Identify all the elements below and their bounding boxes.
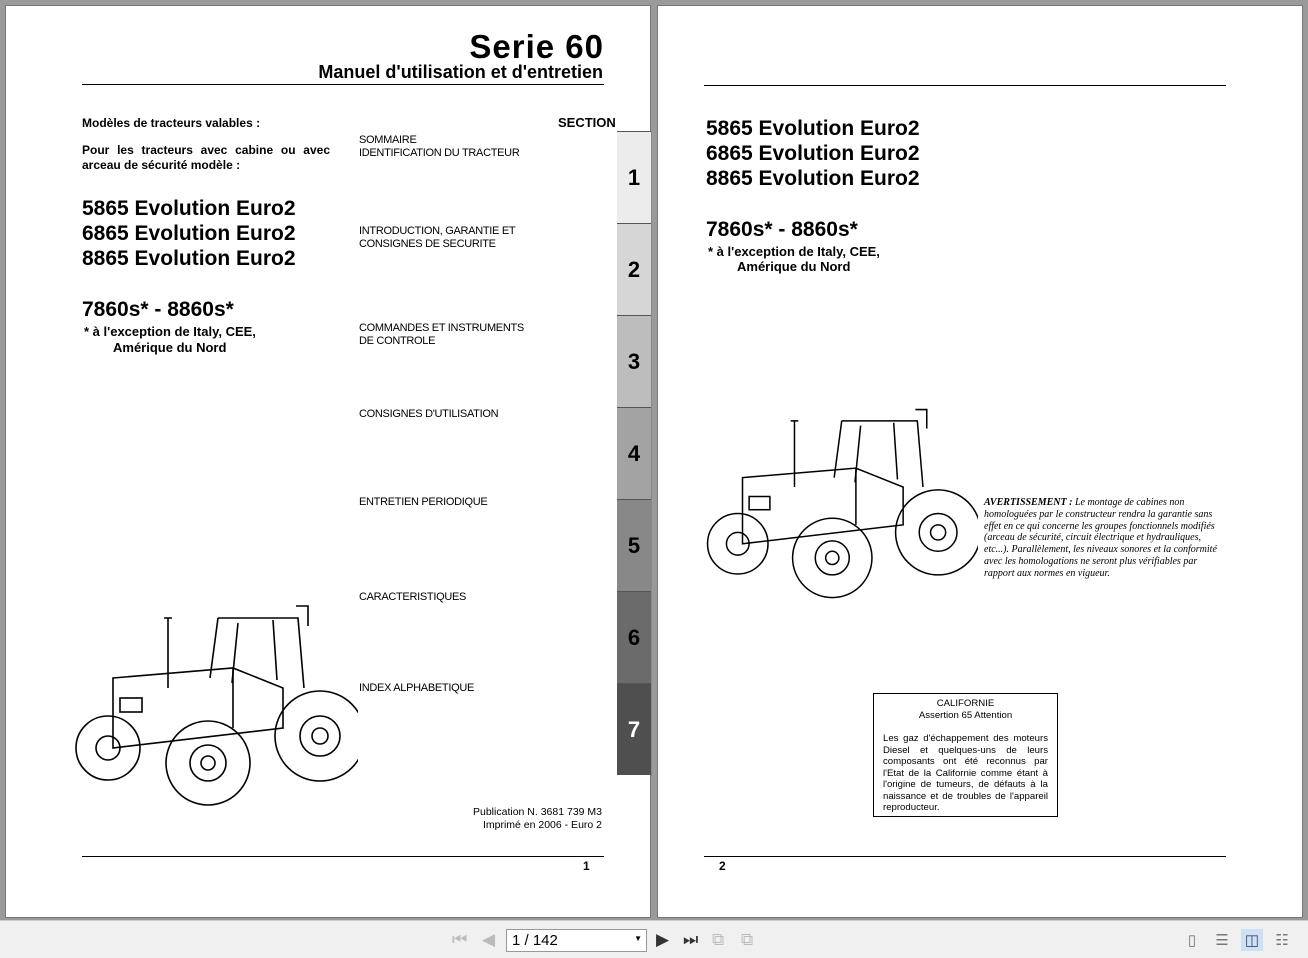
exception-1: * à l'exception de Italy, CEE,: [708, 244, 880, 259]
california-subtitle: Assertion 65 Attention: [918, 709, 1013, 721]
toc-item-2[interactable]: [359, 225, 515, 251]
document-subtitle: Manuel d'utilisation et d'entretien: [318, 62, 603, 82]
cab-label-1: Pour les tracteurs avec cabine ou avec: [82, 143, 330, 157]
pdf-toolbar: [0, 920, 1308, 958]
print-info: Imprimé en 2006 - Euro 2: [482, 819, 602, 831]
page-1: [5, 5, 651, 918]
first-page-button[interactable]: ⏮: [452, 930, 468, 949]
cab-label-2: arceau de sécurité modèle :: [82, 158, 241, 172]
two-page-view-icon[interactable]: ◫: [1241, 929, 1263, 951]
model-list: [82, 196, 296, 271]
warning-notice: [984, 497, 1222, 580]
toc-item-7[interactable]: [359, 682, 474, 695]
toc-label: CONSIGNES D'UTILISATION: [359, 408, 499, 420]
california-text: Les gaz d'échappement des moteurs Diesel et quelques-uns de leurs composants ont été reconnus par l'Etat de la Californie comme étant à l'origine de tumeurs, de défauts à la naissance et de troubles de l'appareil reproducteur.: [883, 733, 1048, 813]
exception-2: Amérique du Nord: [113, 340, 227, 355]
california-notice: [873, 693, 1058, 817]
toc-label: CARACTERISTIQUES: [359, 591, 467, 603]
toc-item-6[interactable]: [359, 591, 466, 604]
toc-label: CONSIGNES DE SECURITE: [359, 238, 496, 250]
exception-2: Amérique du Nord: [737, 259, 851, 274]
page-number: 1: [583, 859, 590, 873]
page-field-value: 1 / 142: [512, 932, 558, 949]
model: 6865 Evolution Euro2: [82, 222, 296, 245]
header-rule: [704, 85, 1226, 86]
publication-info: [473, 806, 602, 832]
california-title: CALIFORNIE: [936, 698, 995, 709]
warning-title: AVERTISSEMENT :: [984, 497, 1073, 508]
document-title: Serie 60: [469, 28, 604, 65]
two-page-continuous-view-icon[interactable]: ☷: [1275, 932, 1289, 949]
section-tab-2[interactable]: 2: [617, 223, 651, 315]
previous-page-button[interactable]: ◀: [482, 930, 496, 949]
toc-label: DE CONTROLE: [359, 335, 436, 347]
single-page-view-icon[interactable]: ▯: [1187, 932, 1197, 949]
model: 8865 Evolution Euro2: [706, 167, 920, 190]
toc-label: ENTRETIEN PERIODIQUE: [359, 496, 488, 508]
toc-label: INDEX ALPHABETIQUE: [359, 682, 475, 694]
section-tab-7[interactable]: 7: [617, 683, 651, 775]
model: 8865 Evolution Euro2: [82, 247, 296, 270]
footer-rule: [704, 856, 1226, 857]
tractor-illustration: [68, 598, 358, 816]
section-tab-3[interactable]: 3: [617, 315, 651, 407]
next-view-icon[interactable]: ⧉: [741, 930, 754, 949]
publication-number: Publication N. 3681 739 M3: [473, 806, 602, 818]
section-label: SECTION: [558, 115, 616, 130]
model-list: [706, 116, 920, 191]
toc-label: INTRODUCTION, GARANTIE ET: [359, 225, 516, 237]
exception-1: * à l'exception de Italy, CEE,: [84, 324, 256, 339]
model: 5865 Evolution Euro2: [82, 197, 296, 220]
toc-item-4[interactable]: [359, 408, 498, 421]
page-number-input[interactable]: [506, 929, 647, 952]
section-tab-5[interactable]: 5: [617, 499, 651, 591]
tab-strip-edge: [651, 131, 652, 776]
toc-label: IDENTIFICATION DU TRACTEUR: [359, 147, 520, 159]
previous-view-icon[interactable]: ⧉: [712, 930, 725, 949]
model-series: 7860s* - 8860s*: [706, 218, 858, 241]
last-page-button[interactable]: ⏭: [683, 930, 699, 949]
continuous-view-icon[interactable]: ☰: [1215, 932, 1229, 949]
toc-label: SOMMAIRE: [359, 134, 417, 146]
header-rule: [82, 84, 604, 85]
toc-item-5[interactable]: [359, 496, 487, 509]
section-tab-1[interactable]: 1: [617, 131, 651, 223]
section-tab-6[interactable]: 6: [617, 591, 651, 683]
section-tab-4[interactable]: 4: [617, 407, 651, 499]
toc-item-3[interactable]: [359, 322, 524, 348]
page-2: [657, 5, 1303, 918]
page-number: 2: [719, 859, 726, 873]
chevron-down-icon[interactable]: ▼: [634, 934, 642, 943]
valid-models-label: Modèles de tracteurs valables :: [82, 116, 261, 130]
toc-item-1[interactable]: [359, 134, 519, 160]
footer-rule: [82, 856, 604, 857]
model-series: 7860s* - 8860s*: [82, 298, 234, 321]
next-page-button[interactable]: ▶: [656, 930, 670, 949]
model: 6865 Evolution Euro2: [706, 142, 920, 165]
model: 5865 Evolution Euro2: [706, 117, 920, 140]
warning-text: Le montage de cabines non homologuées par le constructeur rendra la garantie sans effet en ce qui concerne les groupes fonctionnels modifiés (arceau de sécurité, circuit électrique et hydrauliques, etc...). Parallèlement, les niveaux sonores et la conformité avec les homologations ne seront plus vérifiables par rapport aux normes en vigueur.: [984, 497, 1217, 579]
tractor-illustration: [696, 402, 978, 608]
toc-label: COMMANDES ET INSTRUMENTS: [359, 322, 524, 334]
